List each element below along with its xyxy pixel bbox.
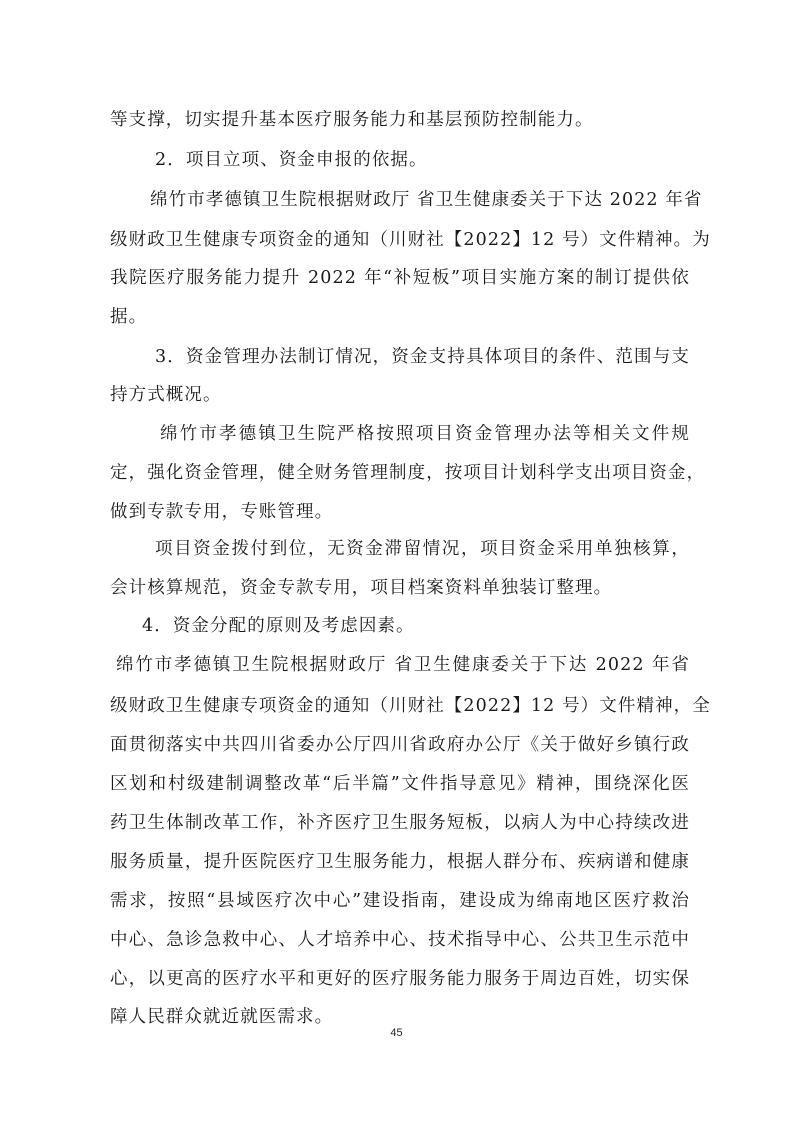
section-heading-3: 3．资金管理办法制订情况，资金支持具体项目的条件、范围与支	[155, 347, 690, 367]
paragraph-line: 会计核算规范，资金专款专用，项目档案资料单独装订整理。	[110, 578, 613, 598]
paragraph-line: 等支撑，切实提升基本医疗服务能力和基层预防控制能力。	[110, 110, 594, 130]
section-heading-4: 4．资金分配的原则及考虑因素。	[142, 616, 415, 636]
paragraph-line: 定，强化资金管理，健全财务管理制度，按项目计划科学支出项目资金，	[110, 463, 706, 483]
paragraph-line: 级财政卫生健康专项资金的通知（川财社【2022】12 号）文件精神，全	[110, 696, 711, 716]
paragraph-line: 绵竹市孝德镇卫生院根据财政厅 省卫生健康委关于下达 2022 年省	[116, 655, 690, 675]
paragraph-line: 级财政卫生健康专项资金的通知（川财社【2022】12 号）文件精神。为	[110, 230, 711, 250]
section-heading-3-cont: 持方式概况。	[110, 385, 222, 405]
paragraph-line: 中心、急诊急救中心、人才培养中心、技术指导中心、公共卫生示范中	[110, 930, 690, 950]
paragraph-line: 据。	[110, 307, 148, 327]
paragraph-line: 药卫生体制改革工作，补齐医疗卫生服务短板，以病人为中心持续改进	[110, 813, 690, 833]
paragraph-line: 障人民群众就近就医需求。	[110, 1007, 334, 1027]
paragraph-line: 心，以更高的医疗水平和更好的医疗服务能力服务于周边百姓，切实保	[110, 969, 690, 989]
section-heading-2: 2．项目立项、资金申报的依据。	[155, 150, 428, 170]
paragraph-line: 区划和村级建制调整改革“后半篇”文件指导意见》精神，围绕深化医	[110, 774, 690, 794]
paragraph-line: 项目资金拨付到位，无资金滞留情况，项目资金采用单独核算，	[155, 539, 690, 559]
paragraph-line: 面贯彻落实中共四川省委办公厅四川省政府办公厅《关于做好乡镇行政	[110, 735, 690, 755]
paragraph-line: 服务质量，提升医院医疗卫生服务能力，根据人群分布、疾病谱和健康	[110, 852, 690, 872]
paragraph-line: 绵竹市孝德镇卫生院严格按照项目资金管理办法等相关文件规	[160, 424, 690, 444]
page-number: 45	[390, 1027, 403, 1039]
paragraph-line: 做到专款专用，专账管理。	[110, 502, 334, 522]
paragraph-line: 我院医疗服务能力提升 2022 年“补短板”项目实施方案的制订提供依	[110, 268, 690, 288]
paragraph-line: 需求，按照“县域医疗次中心”建设指南，建设成为绵南地区医疗救治	[110, 891, 690, 911]
paragraph-line: 绵竹市孝德镇卫生院根据财政厅 省卫生健康委关于下达 2022 年省	[150, 190, 703, 210]
